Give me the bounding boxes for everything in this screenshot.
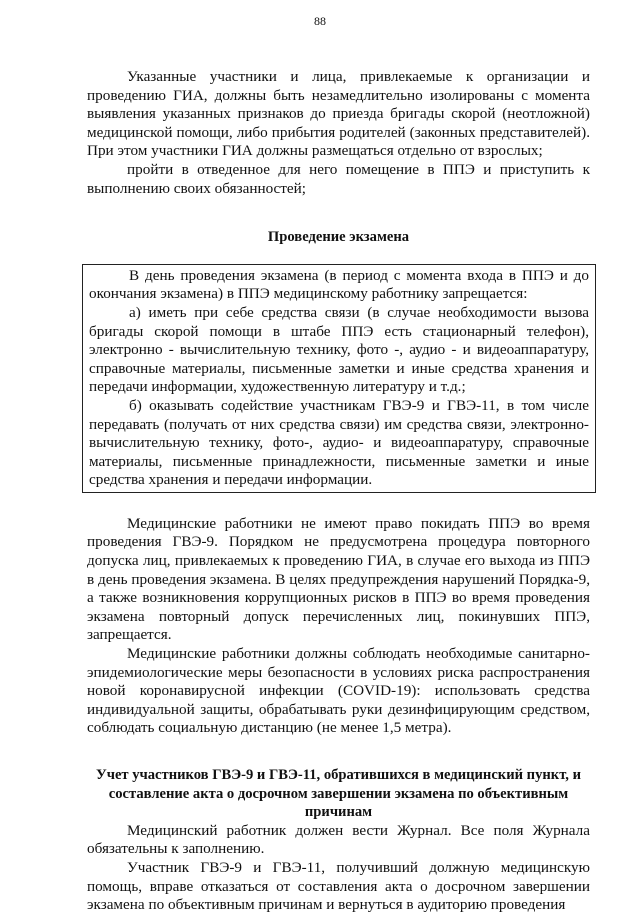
page-content	[87, 68, 590, 915]
exam-paragraph-1: Медицинские работники не имеют право покидать ППЭ во время проведения ГВЭ-9. Порядком не предусмотрена процедура повторного допуска лиц, привлекаемых к проведению ГИА, в случае его выхода из ППЭ в день проведения экзамена. В целях предупреждения нарушений Порядка-9, а также возникновения коррупционных рисков в ППЭ во время проведения экзамена повторный допуск перечисленных лиц, покинувших ППЭ, запрещается.	[87, 514, 590, 644]
section-title-journal: Учет участников ГВЭ-9 и ГВЭ-11, обратившихся в медицинский пункт, и составление акта о досрочном завершении экзамена по объективным причинам	[96, 767, 581, 821]
intro-paragraph-2: пройти в отведенное для него помещение в ППЭ и приступить к выполнению своих обязанностей;	[87, 160, 590, 197]
box-paragraph-a: а) иметь при себе средства связи (в случае необходимости вызова бригады скорой помощи в штабе ППЭ есть стационарный телефон), электронно - вычислительную технику, фото -, аудио - и видеоаппаратуру, справочные материалы, письменные заметки и иные средства хранения и передачи информации, художественную литературу и т.д.;	[89, 303, 589, 396]
box-paragraph-b: б) оказывать содействие участникам ГВЭ-9 и ГВЭ-11, в том числе передавать (получать от них средства связи) им средства связи, электронно-вычислительную технику, фото-, аудио- и видеоаппаратуру, справочные материалы, письменные принадлежности, письменные заметки и иные средства хранения и передачи информации.	[89, 396, 589, 489]
journal-paragraph-2: Участник ГВЭ-9 и ГВЭ-11, получивший должную медицинскую помощь, вправе отказаться от составления акта о досрочном завершении экзамена по объективным причинам и вернуться в аудиторию проведения	[87, 858, 590, 914]
page-number: 88	[314, 14, 326, 28]
exam-paragraph-2: Медицинские работники должны соблюдать необходимые санитарно-эпидемиологические меры безопасности в условиях риска распространения новой коронавирусной инфекции (COVID-19): использовать средства индивидуальной защиты, обрабатывать руки дезинфицирующим средством, соблюдать социальную дистанцию (не менее 1,5 метра).	[87, 645, 590, 737]
journal-paragraph-1: Медицинский работник должен вести Журнал. Все поля Журнала обязательны к заполнению.	[87, 821, 590, 858]
prohibitions-box	[82, 264, 596, 493]
box-paragraph-intro: В день проведения экзамена (в период с момента входа в ППЭ и до окончания экзамена) в ППЭ медицинскому работнику запрещается:	[89, 266, 589, 303]
intro-paragraph-1: Указанные участники и лица, привлекаемые к организации и проведению ГИА, должны быть незамедлительно изолированы с момента выявления указанных признаков до приезда бригады скорой (неотложной) медицинской помощи, либо прибытия родителей (законных представителей). При этом участники ГИА должны размещаться отдельно от взрослых;	[87, 68, 590, 160]
section-title-exam: Проведение экзамена	[267, 229, 410, 246]
